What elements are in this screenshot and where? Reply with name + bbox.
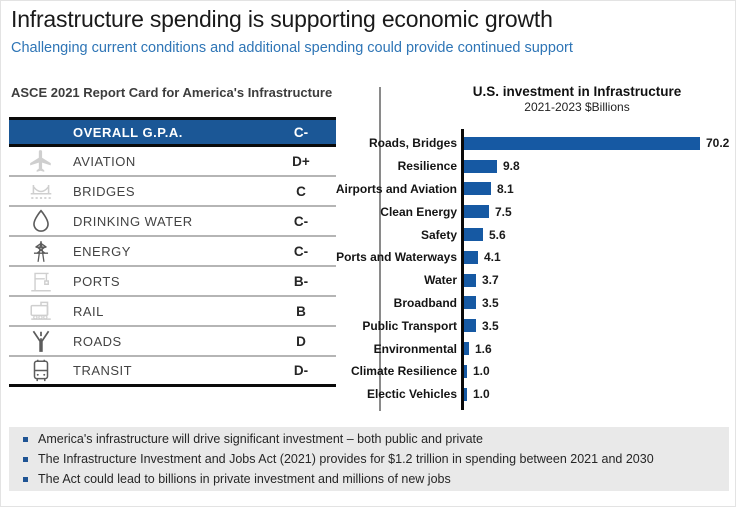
bar-value: 3.7 [482,273,499,288]
bar-row [331,292,733,315]
bar-label: Public Transport [362,318,457,333]
chart-axis [461,129,464,410]
report-card-category: ROADS [73,333,122,349]
bar-row [331,383,733,406]
report-card-category: DRINKING WATER [73,213,193,229]
bar-track [457,387,733,401]
bar-row [331,200,733,223]
bar-label: Climate Resilience [350,364,457,379]
bar-value: 70.2 [706,136,730,151]
bar [464,388,467,401]
bullet-item [23,472,715,486]
report-card-category: BRIDGES [73,183,136,199]
table-row [9,297,336,327]
bar-value: 1.0 [473,387,490,402]
report-card-category: OVERALL G.P.A. [73,124,183,140]
bar [464,296,476,309]
overall-gpa-row [9,117,336,147]
bullet-text: The Infrastructure Investment and Jobs Act (2021) provides for $1.2 trillion in spending between 2021 and 2030 [38,452,654,466]
bar-value: 9.8 [503,159,520,174]
crane-icon [9,268,73,294]
bar-value: 3.5 [482,295,499,310]
table-row [9,327,336,357]
bar-label: Safety [420,227,457,242]
bar-track [457,319,733,333]
bar-value: 3.5 [482,318,499,333]
bullet-marker-icon [23,457,28,462]
bullet-marker-icon [23,437,28,442]
report-card-grade: B- [293,273,309,289]
bar-label: Broadband [393,295,457,310]
bar [464,228,483,241]
report-card-heading: ASCE 2021 Report Card for America's Infrastructure [11,85,333,100]
bullet-text: The Act could lead to billions in private investment and millions of new jobs [38,472,451,486]
bar-label: Electic Vehicles [366,387,457,402]
bar-row [331,246,733,269]
bar-track [457,159,733,173]
report-card-grade: B [296,303,306,319]
bar-label: Roads, Bridges [368,136,457,151]
train-icon [9,298,73,324]
bullet-item [23,432,715,446]
bar-value: 1.0 [473,364,490,379]
page-subtitle: Challenging current conditions and additional spending could provide continued support [11,40,573,56]
bar-row [331,132,733,155]
report-card-category: RAIL [73,303,104,319]
bar-label: Clean Energy [380,204,457,219]
transmission-tower-icon [9,238,73,264]
water-drop-icon [9,208,73,234]
report-card-grade: D [296,333,306,349]
bar-value: 4.1 [484,250,501,265]
bar [464,342,469,355]
table-row [9,267,336,297]
bar-track [457,182,733,196]
bar-label: Water [424,273,457,288]
bar-track [457,228,733,242]
bar-label: Resilience [397,159,457,174]
bullet-marker-icon [23,477,28,482]
bar-track [457,296,733,310]
bridge-icon [9,178,73,204]
bar-value: 1.6 [475,341,492,356]
bar-chart [331,132,733,406]
bus-icon [9,358,73,384]
report-card-grade: C- [293,213,309,229]
bar-row [331,269,733,292]
bar-row [331,223,733,246]
report-card-category: PORTS [73,273,121,289]
report-card-grade: D+ [292,153,310,169]
bar-label: Ports and Waterways [336,250,457,265]
road-fork-icon [9,328,73,354]
table-row [9,237,336,267]
bar [464,251,478,264]
bar [464,137,700,150]
report-card-category: TRANSIT [73,363,133,378]
bullet-text: America's infrastructure will drive significant investment – both public and private [38,432,483,446]
table-row [9,147,336,177]
bar-track [457,136,733,150]
bar-label: Airports and Aviation [335,181,457,196]
report-card-category: ENERGY [73,243,131,259]
table-row [9,207,336,237]
report-card-grade: C [296,183,306,199]
airplane-icon [9,148,73,174]
report-card-rows [9,147,336,387]
report-card-grade: C- [293,243,309,259]
bar-value: 8.1 [497,181,514,196]
bar-track [457,364,733,378]
bar [464,160,497,173]
report-card-table [9,117,336,387]
bar [464,274,476,287]
bar-track [457,205,733,219]
bar-value: 7.5 [495,204,512,219]
chart-subtitle: 2021-2023 $Billions [524,100,630,114]
bar-row [331,337,733,360]
bar [464,365,467,378]
bar-row [331,360,733,383]
bar-value: 5.6 [489,227,506,242]
bar-track [457,273,733,287]
bar-label: Environmental [373,341,457,356]
page-title: Infrastructure spending is supporting economic growth [11,6,553,32]
table-row [9,357,336,387]
footer-panel [9,427,729,491]
report-card-grade: C- [293,124,309,140]
bar-row [331,155,733,178]
bar-track [457,342,733,356]
bar [464,205,489,218]
bar-row [331,314,733,337]
bar [464,182,491,195]
bar-row [331,178,733,201]
report-card-grade: D- [293,363,309,378]
bar-track [457,250,733,264]
bullet-item [23,452,715,466]
bar [464,319,476,332]
chart-title: U.S. investment in Infrastructure [472,84,682,99]
table-row [9,177,336,207]
report-card-category: AVIATION [73,153,136,169]
